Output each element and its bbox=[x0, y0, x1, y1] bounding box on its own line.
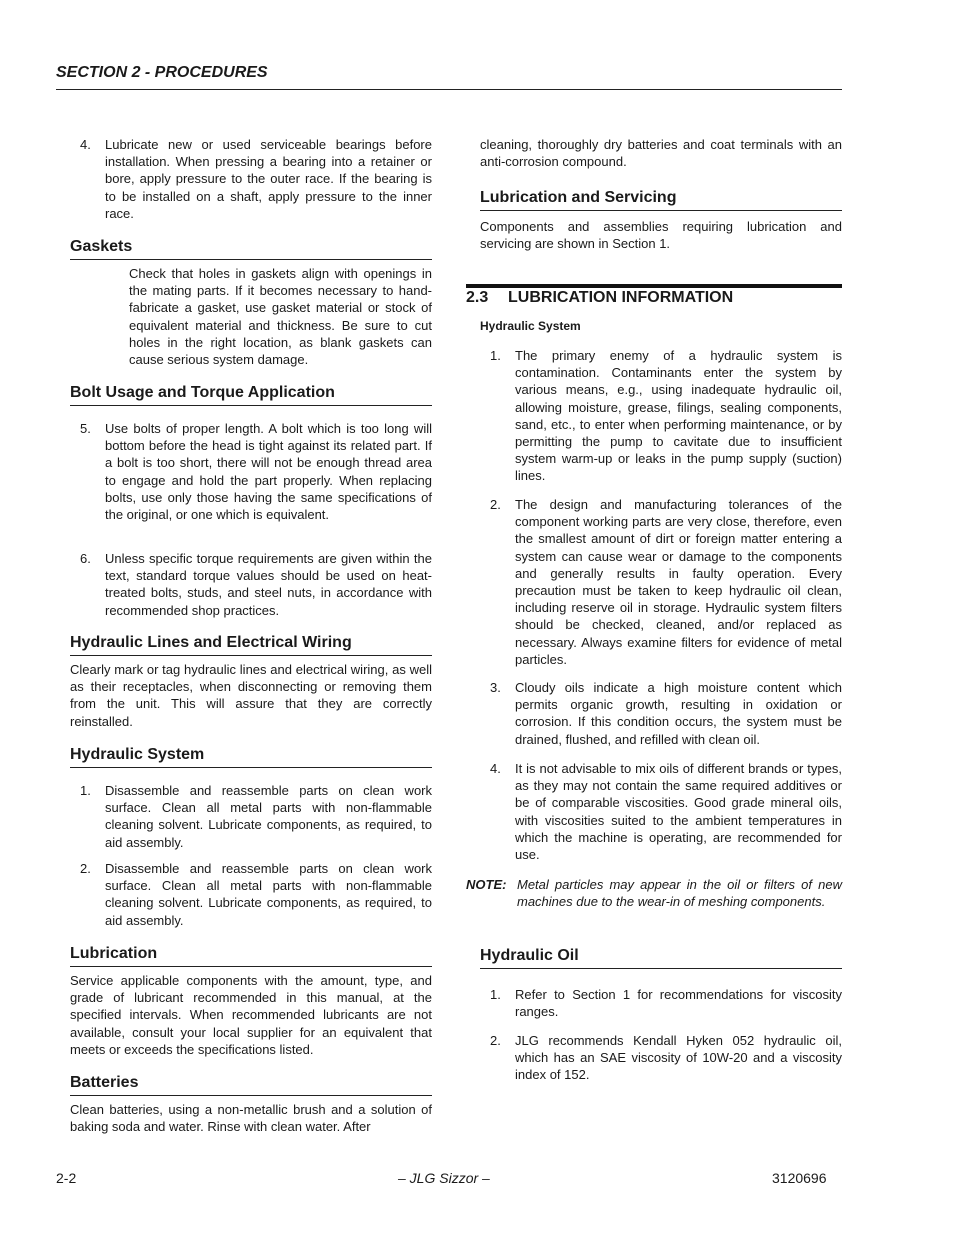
section-header: SECTION 2 - PROCEDURES bbox=[56, 64, 268, 81]
list-number: 2. bbox=[490, 1033, 501, 1048]
list-text: Disassemble and reassemble parts on clean work surface. Clean all metal parts with non-flammable cleaning solvent. Lubricate components, as required, to aid assembly. bbox=[105, 861, 432, 928]
footer-title: – JLG Sizzor – bbox=[398, 1170, 490, 1186]
batteries-text: Clean batteries, using a non-metallic brush and a solution of baking soda and water. Rinse with clean water. After bbox=[70, 1102, 432, 1135]
note-text: Metal particles may appear in the oil or filters of new machines due to the wear-in of meshing components. bbox=[517, 877, 842, 910]
list-item bbox=[490, 760, 842, 863]
hydraulic-lines-text: Clearly mark or tag hydraulic lines and electrical wiring, as well as their receptacles, when disconnecting or removing them from the unit. This will assure that they are correctly reinstalled. bbox=[70, 662, 432, 729]
list-item bbox=[80, 550, 432, 619]
lubrication-servicing-text: Components and assemblies requiring lubrication and servicing are shown in Section 1. bbox=[480, 219, 842, 252]
list-item bbox=[490, 679, 842, 748]
subheading-hydraulic-system: Hydraulic System bbox=[480, 319, 581, 333]
heading-gaskets: Gaskets bbox=[70, 238, 432, 260]
list-text: The design and manufacturing tolerances of the component working parts are very close, therefore, even the smallest amount of dirt or foreign matter entering a system can cause wear or damage to the components and generally results in faulty operation. Every precaution must be taken to keep hydraulic oil clean, including reserve oil in storage. Hydraulic system filters should be checked, cleaned, and/or replaced as necessary. Always examine filters for evidence of metal particles. bbox=[515, 497, 842, 667]
list-item bbox=[80, 860, 432, 929]
list-item bbox=[490, 347, 842, 485]
list-number: 6. bbox=[80, 551, 91, 566]
list-item bbox=[490, 496, 842, 668]
batteries-text-continued: cleaning, thoroughly dry batteries and coat terminals with an anti-corrosion compound. bbox=[480, 137, 842, 170]
list-item bbox=[80, 420, 432, 523]
list-number: 2. bbox=[80, 861, 91, 876]
list-text: Use bolts of proper length. A bolt which is too long will bottom before the head is tight against its related part. If a bolt is too short, there will not be enough thread area to engage and hold the part properly. When replacing bolts, use only those having the same specifications of the original, or one which is equivalent. bbox=[105, 421, 432, 523]
note-label: NOTE: bbox=[466, 877, 507, 892]
list-number: 3. bbox=[490, 680, 501, 695]
list-number: 4. bbox=[490, 761, 501, 776]
heading-lubrication: Lubrication bbox=[70, 945, 432, 967]
list-number: 5. bbox=[80, 421, 91, 436]
list-text: Lubricate new or used serviceable bearings before installation. When pressing a bearing into a retainer or bore, apply pressure to the outer race. If the bearing is to be installed on a shaft, apply pressure to the inner race. bbox=[105, 137, 432, 221]
list-text: Unless specific torque requirements are given within the text, standard torque values should be used on heat-treated bolts, studs, and steel nuts, in accordance with recommended shop practices. bbox=[105, 551, 432, 618]
heading-batteries: Batteries bbox=[70, 1074, 432, 1096]
section-title: LUBRICATION INFORMATION bbox=[508, 289, 734, 306]
list-number: 1. bbox=[490, 348, 501, 363]
list-item bbox=[80, 782, 432, 851]
heading-hydraulic-lines: Hydraulic Lines and Electrical Wiring bbox=[70, 634, 432, 656]
list-number: 1. bbox=[80, 783, 91, 798]
heading-bolt-usage: Bolt Usage and Torque Application bbox=[70, 384, 432, 406]
list-text: Cloudy oils indicate a high moisture content which permits organic growth, resulting in oxidation or corrosion. If this condition occurs, the system must be drained, flushed, and refilled with clean oil. bbox=[515, 680, 842, 747]
lubrication-text: Service applicable components with the amount, type, and grade of lubricant recommended in this manual, at the specified intervals. When recommended lubricants are not available, consult your local supplier for an equivalent that meets or exceeds the specifications listed. bbox=[70, 973, 432, 1057]
list-item bbox=[490, 1032, 842, 1084]
list-text: The primary enemy of a hydraulic system is contamination. Contaminants enter the system by various means, e.g., using inadequate hydraulic oil, allowing moisture, grease, filings, sealing components, sand, etc., to enter when performing maintenance, or by permitting the pump to cavitate due to insufficient system warm-up or leaks in the pump supply (suction) lines. bbox=[515, 348, 842, 484]
heading-hydraulic-system: Hydraulic System bbox=[70, 746, 432, 768]
list-number: 4. bbox=[80, 137, 91, 152]
list-text: Refer to Section 1 for recommendations for viscosity ranges. bbox=[515, 987, 842, 1020]
section-rule bbox=[466, 284, 842, 288]
gaskets-text: Check that holes in gaskets align with openings in the mating parts. If it becomes necessary to hand-fabricate a gasket, use gasket material or stock of equivalent material and thickness. Be sure to cut holes in the right location, as blank gaskets can cause serious system damage. bbox=[129, 266, 432, 368]
list-text: It is not advisable to mix oils of different brands or types, as they may not contain the same required additives or be of comparable viscosities. Good grade mineral oils, with viscosities suited to the ambient temperatures in which the machine is operating, are recommended for use. bbox=[515, 761, 842, 863]
list-text: JLG recommends Kendall Hyken 052 hydraulic oil, which has an SAE viscosity of 10W-20 and a viscosity index of 152. bbox=[515, 1033, 842, 1083]
list-item bbox=[80, 136, 432, 222]
page-number: 2-2 bbox=[56, 1170, 77, 1186]
document-number: 3120696 bbox=[772, 1170, 827, 1186]
list-item bbox=[490, 986, 842, 1020]
heading-lubrication-servicing: Lubrication and Servicing bbox=[480, 189, 842, 211]
header-rule bbox=[56, 89, 842, 90]
heading-hydraulic-oil: Hydraulic Oil bbox=[480, 947, 842, 969]
list-text: Disassemble and reassemble parts on clean work surface. Clean all metal parts with non-flammable cleaning solvent. Lubricate components, as required, to aid assembly. bbox=[105, 783, 432, 850]
section-number: 2.3 bbox=[466, 289, 489, 306]
list-number: 1. bbox=[490, 987, 501, 1002]
list-number: 2. bbox=[490, 497, 501, 512]
